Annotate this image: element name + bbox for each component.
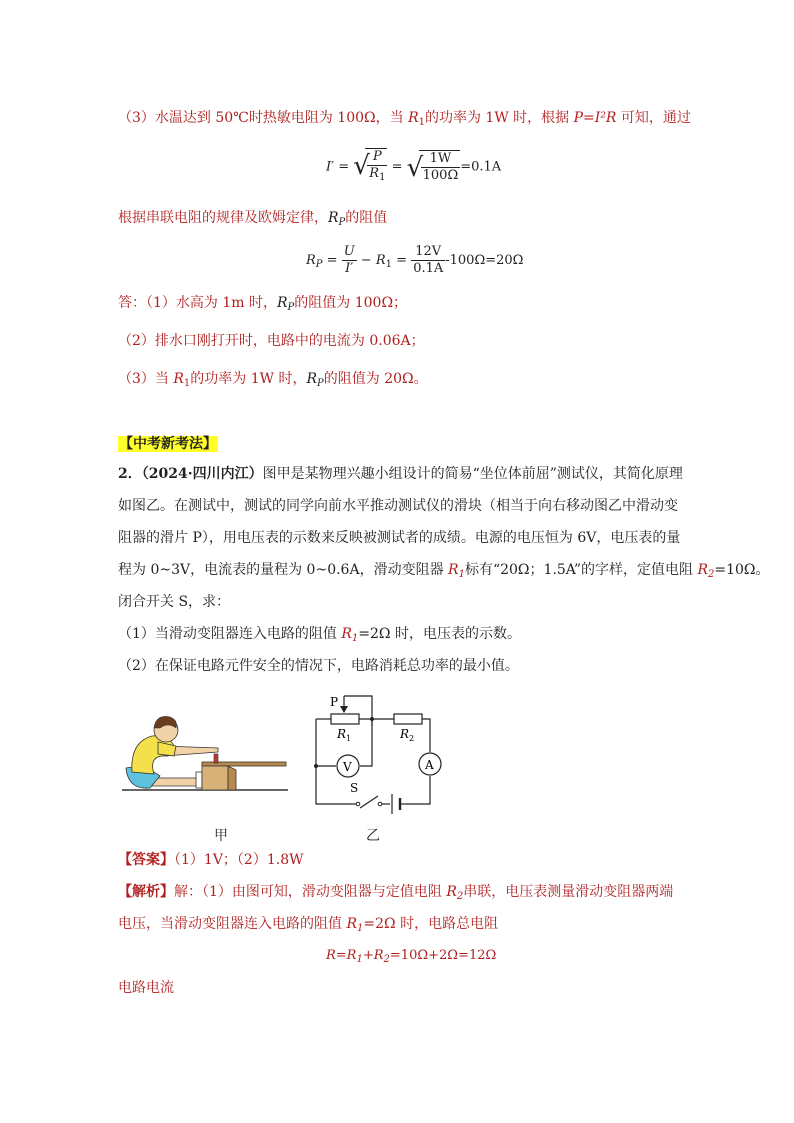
eq-lhs: R (306, 253, 316, 268)
sub: P (287, 302, 295, 313)
switch-pivot (356, 802, 360, 806)
eq-sign: = (391, 159, 403, 175)
text: =2Ω 时，电路总电阻 (363, 916, 499, 932)
eq-sign: = (322, 253, 342, 268)
sub: 1 (357, 923, 364, 934)
text: 闭合开关 S，求： (118, 594, 231, 610)
figure-jia-illustration (118, 706, 288, 802)
eq-rhs: =0.1A (460, 159, 502, 175)
eq-rhs: -100Ω=20Ω (445, 253, 524, 268)
analysis-line-2 (118, 914, 498, 939)
section-tag-text: 【中考新考法】 (119, 436, 217, 452)
text: 标有“20Ω；1.5A”的字样，定值电阻 (464, 562, 698, 578)
junction-left (314, 764, 318, 768)
analysis-line-1 (118, 882, 673, 907)
wire-r1-right (359, 719, 372, 726)
text: 电压，当滑动变阻器连入电路的阻值 (118, 916, 347, 932)
var-r2: R (697, 562, 709, 578)
text: 图甲是某物理兴趣小组设计的简易“坐位体前屈”测试仪，其简化原理 (262, 466, 683, 482)
text: （2）在保证电路元件安全的情况下，电路消耗总功率的最小值。 (118, 658, 519, 674)
var-r1: R (375, 253, 386, 268)
answer-line-2 (118, 331, 425, 351)
wire-right-bottom (406, 776, 430, 804)
eq-sign: = (392, 253, 412, 268)
text: 阻器的滑片 P），用电压表的示数来反映被测试者的成绩。电源的电压恒为 6V，电压表的量 (118, 530, 681, 546)
minus: − (356, 253, 376, 268)
text: 的阻值 (345, 210, 388, 226)
answer-line-3 (118, 369, 428, 394)
den: I′ (345, 261, 354, 276)
text: 解：（1）由图可知，滑动变阻器与定值电阻 (174, 884, 447, 900)
den: R (369, 166, 380, 181)
sub: P (338, 217, 346, 228)
label-a: A (425, 758, 434, 772)
text: 根据串联电阻的规律及欧姆定律， (118, 210, 328, 226)
sqrt-1: √ $\frac{P}{R_1}$ (353, 148, 387, 186)
question-sub-2 (118, 656, 519, 676)
sub: 2 (456, 891, 464, 902)
text: 串联，电压表测量滑动变阻器两端 (463, 884, 674, 900)
text: 的阻值为 100Ω； (294, 295, 408, 311)
question-sub-1 (118, 624, 521, 649)
text: 程为 0~3V，电流表的量程为 0~0.6A，滑动变阻器 (118, 562, 449, 578)
label-yi: 乙 (366, 828, 380, 844)
answer-tag: 【答案】 (118, 852, 174, 868)
text: （3）当 (118, 371, 174, 387)
figure-yi-circuit (306, 686, 446, 826)
num: U (343, 244, 355, 259)
answer-line-1 (118, 293, 407, 318)
sub: P (315, 259, 323, 270)
var-rp: R (277, 295, 288, 311)
question-line-4 (118, 560, 770, 585)
figure-label-yi (366, 826, 380, 846)
answer-line (118, 850, 304, 870)
var-rp: R (328, 210, 339, 226)
feet (196, 772, 202, 788)
switch-blade (360, 796, 378, 808)
text: 电路电流 (118, 980, 174, 996)
sub: 1 (356, 954, 363, 965)
var-r1: R (448, 562, 459, 578)
junction-top (370, 717, 374, 721)
num: 12V (411, 244, 445, 261)
var-r1: R (341, 626, 352, 642)
solution-text-series (118, 208, 387, 233)
text: （1）当滑动变阻器连入电路的阻值 (118, 626, 342, 642)
text: 如图乙。在测试中，测试的同学向前水平推动测试仪的滑块（相当于向右移动图乙中滑动变 (118, 498, 678, 514)
wire-v-right (360, 726, 372, 766)
eq-part: =10Ω+2Ω=12Ω (389, 948, 497, 963)
sub: 2 (383, 954, 390, 965)
text: 的功率为 1W 时， (190, 371, 307, 387)
answer-text: （1）1V；（2）1.8W (174, 852, 304, 868)
sub: 1 (385, 259, 393, 270)
text: （3）水温达到 50℃时热敏电阻为 100Ω，当 (118, 110, 409, 126)
label-v: V (343, 760, 352, 774)
label-r1-sub: 1 (346, 734, 352, 743)
equation-resistance (306, 244, 523, 277)
solution-part3-line (118, 108, 691, 133)
sub: 2 (708, 569, 715, 580)
eq-part: R=R (326, 948, 357, 963)
slider-arrow (340, 706, 348, 713)
tester-box (202, 766, 228, 790)
sub: 1 (418, 117, 425, 128)
den: 100Ω (422, 168, 459, 183)
var-rp: R (306, 371, 318, 387)
analysis-equation (326, 946, 496, 970)
question-line-5 (118, 592, 230, 612)
sub: 1 (379, 172, 386, 183)
label-r2: R (400, 727, 410, 741)
text: 的阻值为 20Ω。 (323, 371, 428, 387)
var-r2: R (446, 884, 457, 900)
text: （2）排水口刚打开时，电路中的电流为 0.06A； (118, 333, 425, 349)
label-r2-sub: 2 (409, 734, 415, 743)
label-r1: R (337, 727, 347, 741)
analysis-line-3 (118, 978, 174, 998)
section-tag (118, 434, 218, 454)
tester-side (228, 766, 236, 790)
eq-lhs: I′ = (326, 159, 350, 175)
formula: P=I²R (573, 110, 617, 126)
sub: 1 (183, 378, 191, 389)
figure-label-jia (214, 826, 228, 846)
switch-contact (378, 802, 382, 806)
label-jia: 甲 (214, 828, 228, 844)
slider-block (214, 754, 218, 763)
question-line-1 (118, 464, 683, 484)
text: =10Ω。 (714, 562, 770, 578)
resistor-r2 (394, 714, 422, 724)
text: 答：（1）水高为 1m 时， (118, 295, 277, 311)
wire-p-loop (344, 696, 372, 726)
text: 可知，通过 (616, 110, 691, 126)
sub: 1 (351, 633, 359, 644)
text: =2Ω 时，电压表的示数。 (358, 626, 521, 642)
num: P (367, 149, 387, 166)
den: 0.1A (413, 261, 444, 276)
resistor-r1 (331, 714, 359, 724)
eq-part: +R (362, 948, 384, 963)
wire-right-top (422, 719, 430, 752)
question-line-2 (118, 496, 678, 516)
sqrt-2: √ $\frac{1W}{100\Omega}$ (406, 151, 459, 183)
question-line-3 (118, 528, 680, 548)
label-p: P (330, 695, 339, 709)
var-r1: R (408, 110, 419, 126)
question-number: 2．（2024·四川内江） (118, 466, 263, 482)
label-s: S (350, 781, 359, 795)
text: 的功率为 1W 时，根据 (424, 110, 574, 126)
sub: 1 (458, 569, 465, 580)
analysis-tag: 【解析】 (118, 884, 174, 900)
sub: P (317, 378, 324, 389)
var-r1: R (346, 916, 357, 932)
var-r1: R (173, 371, 184, 387)
num: 1W (421, 151, 461, 168)
equation-current (326, 148, 501, 186)
